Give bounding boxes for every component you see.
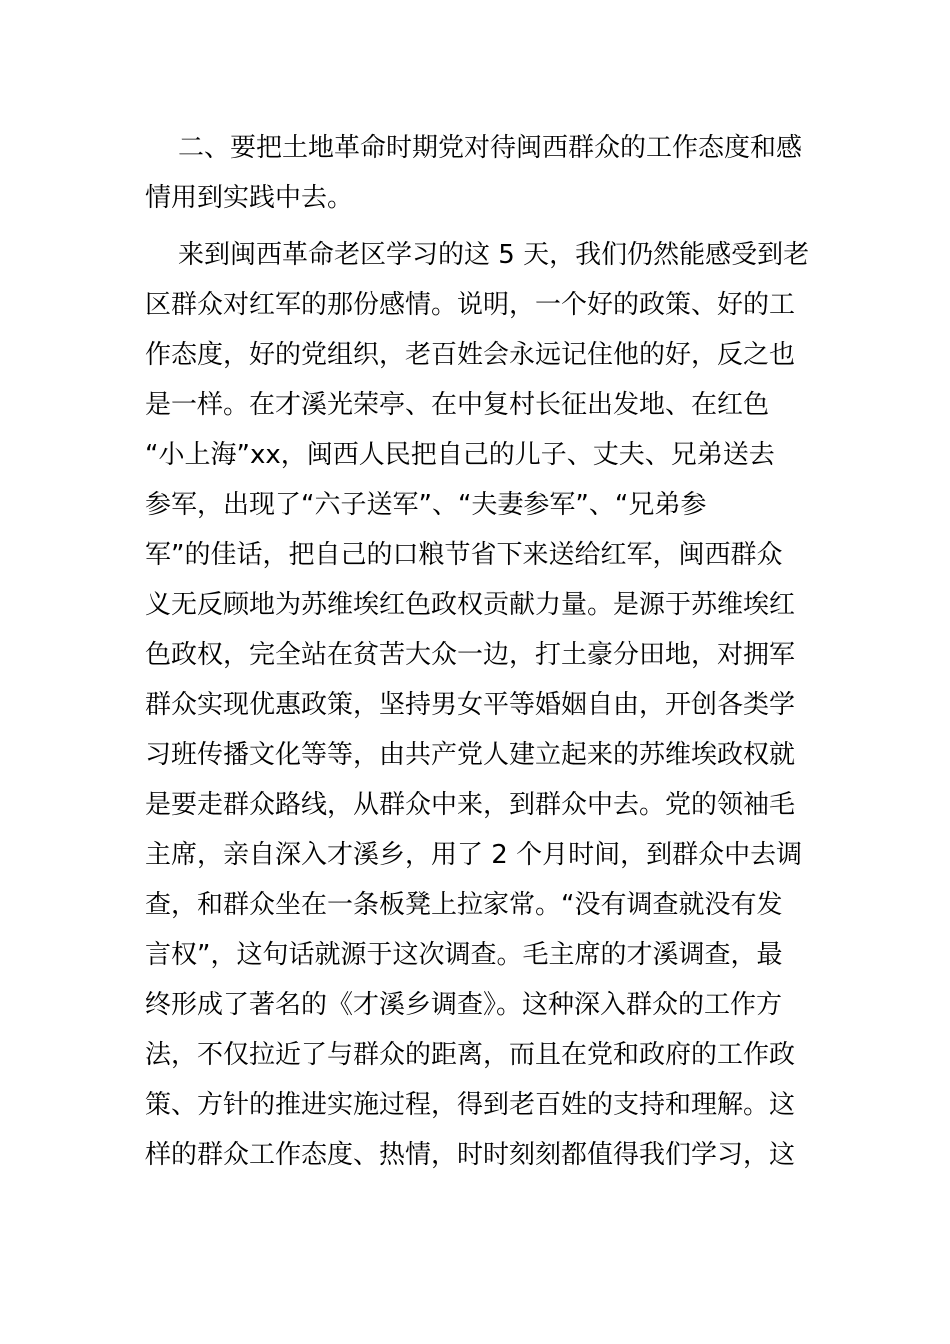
body-line: 言权”，这句话就源于这次调查。毛主席的才溪调查，最	[145, 940, 783, 970]
body-line: 是一样。在才溪光荣亭、在中复村长征出发地、在红色	[145, 390, 770, 420]
body-line: 参军，出现了“六子送军”、“夫妻参军”、“兄弟参	[145, 490, 707, 520]
document-content	[145, 123, 810, 1180]
body-line: 主席，亲自深入才溪乡，用了 2 个月时间，到群众中去调	[145, 840, 803, 870]
body-line: 策、方针的推进实施过程，得到老百姓的支持和理解。这	[145, 1090, 796, 1120]
body-line: 色政权，完全站在贫苦大众一边，打土豪分田地，对拥军	[145, 640, 796, 670]
paragraph-gap	[145, 223, 795, 230]
body-line: 习班传播文化等等，由共产党人建立起来的苏维埃政权就	[145, 740, 796, 770]
body-line: 查，和群众坐在一条板凳上拉家常。“没有调查就没有发	[145, 890, 783, 920]
body-line: 群众实现优惠政策，坚持男女平等婚姻自由，开创各类学	[145, 690, 796, 720]
body-line: 是要走群众路线，从群众中来，到群众中去。党的领袖毛	[145, 790, 796, 820]
body-line: 军”的佳话，把自己的口粮节省下来送给红军，闽西群众	[145, 540, 783, 570]
heading-line: 二、要把土地革命时期党对待闽西群众的工作态度和感	[178, 133, 803, 163]
body-line: 样的群众工作态度、热情，时时刻刻都值得我们学习，这	[145, 1140, 796, 1170]
body-line: 区群众对红军的那份感情。说明，一个好的政策、好的工	[145, 290, 796, 320]
body-line: 法，不仅拉近了与群众的距离，而且在党和政府的工作政	[145, 1040, 796, 1070]
body-line: 终形成了著名的《才溪乡调查》。这种深入群众的工作方	[145, 990, 783, 1020]
heading-line: 情用到实践中去。	[145, 183, 354, 213]
body-line: 义无反顾地为苏维埃红色政权贡献力量。是源于苏维埃红	[145, 590, 796, 620]
body-line: 来到闽西革命老区学习的这 5 天，我们仍然能感受到老	[178, 240, 810, 270]
body-line: “小上海”xx，闽西人民把自己的儿子、丈夫、兄弟送去	[145, 440, 775, 470]
body-line: 作态度，好的党组织，老百姓会永远记住他的好，反之也	[145, 340, 796, 370]
